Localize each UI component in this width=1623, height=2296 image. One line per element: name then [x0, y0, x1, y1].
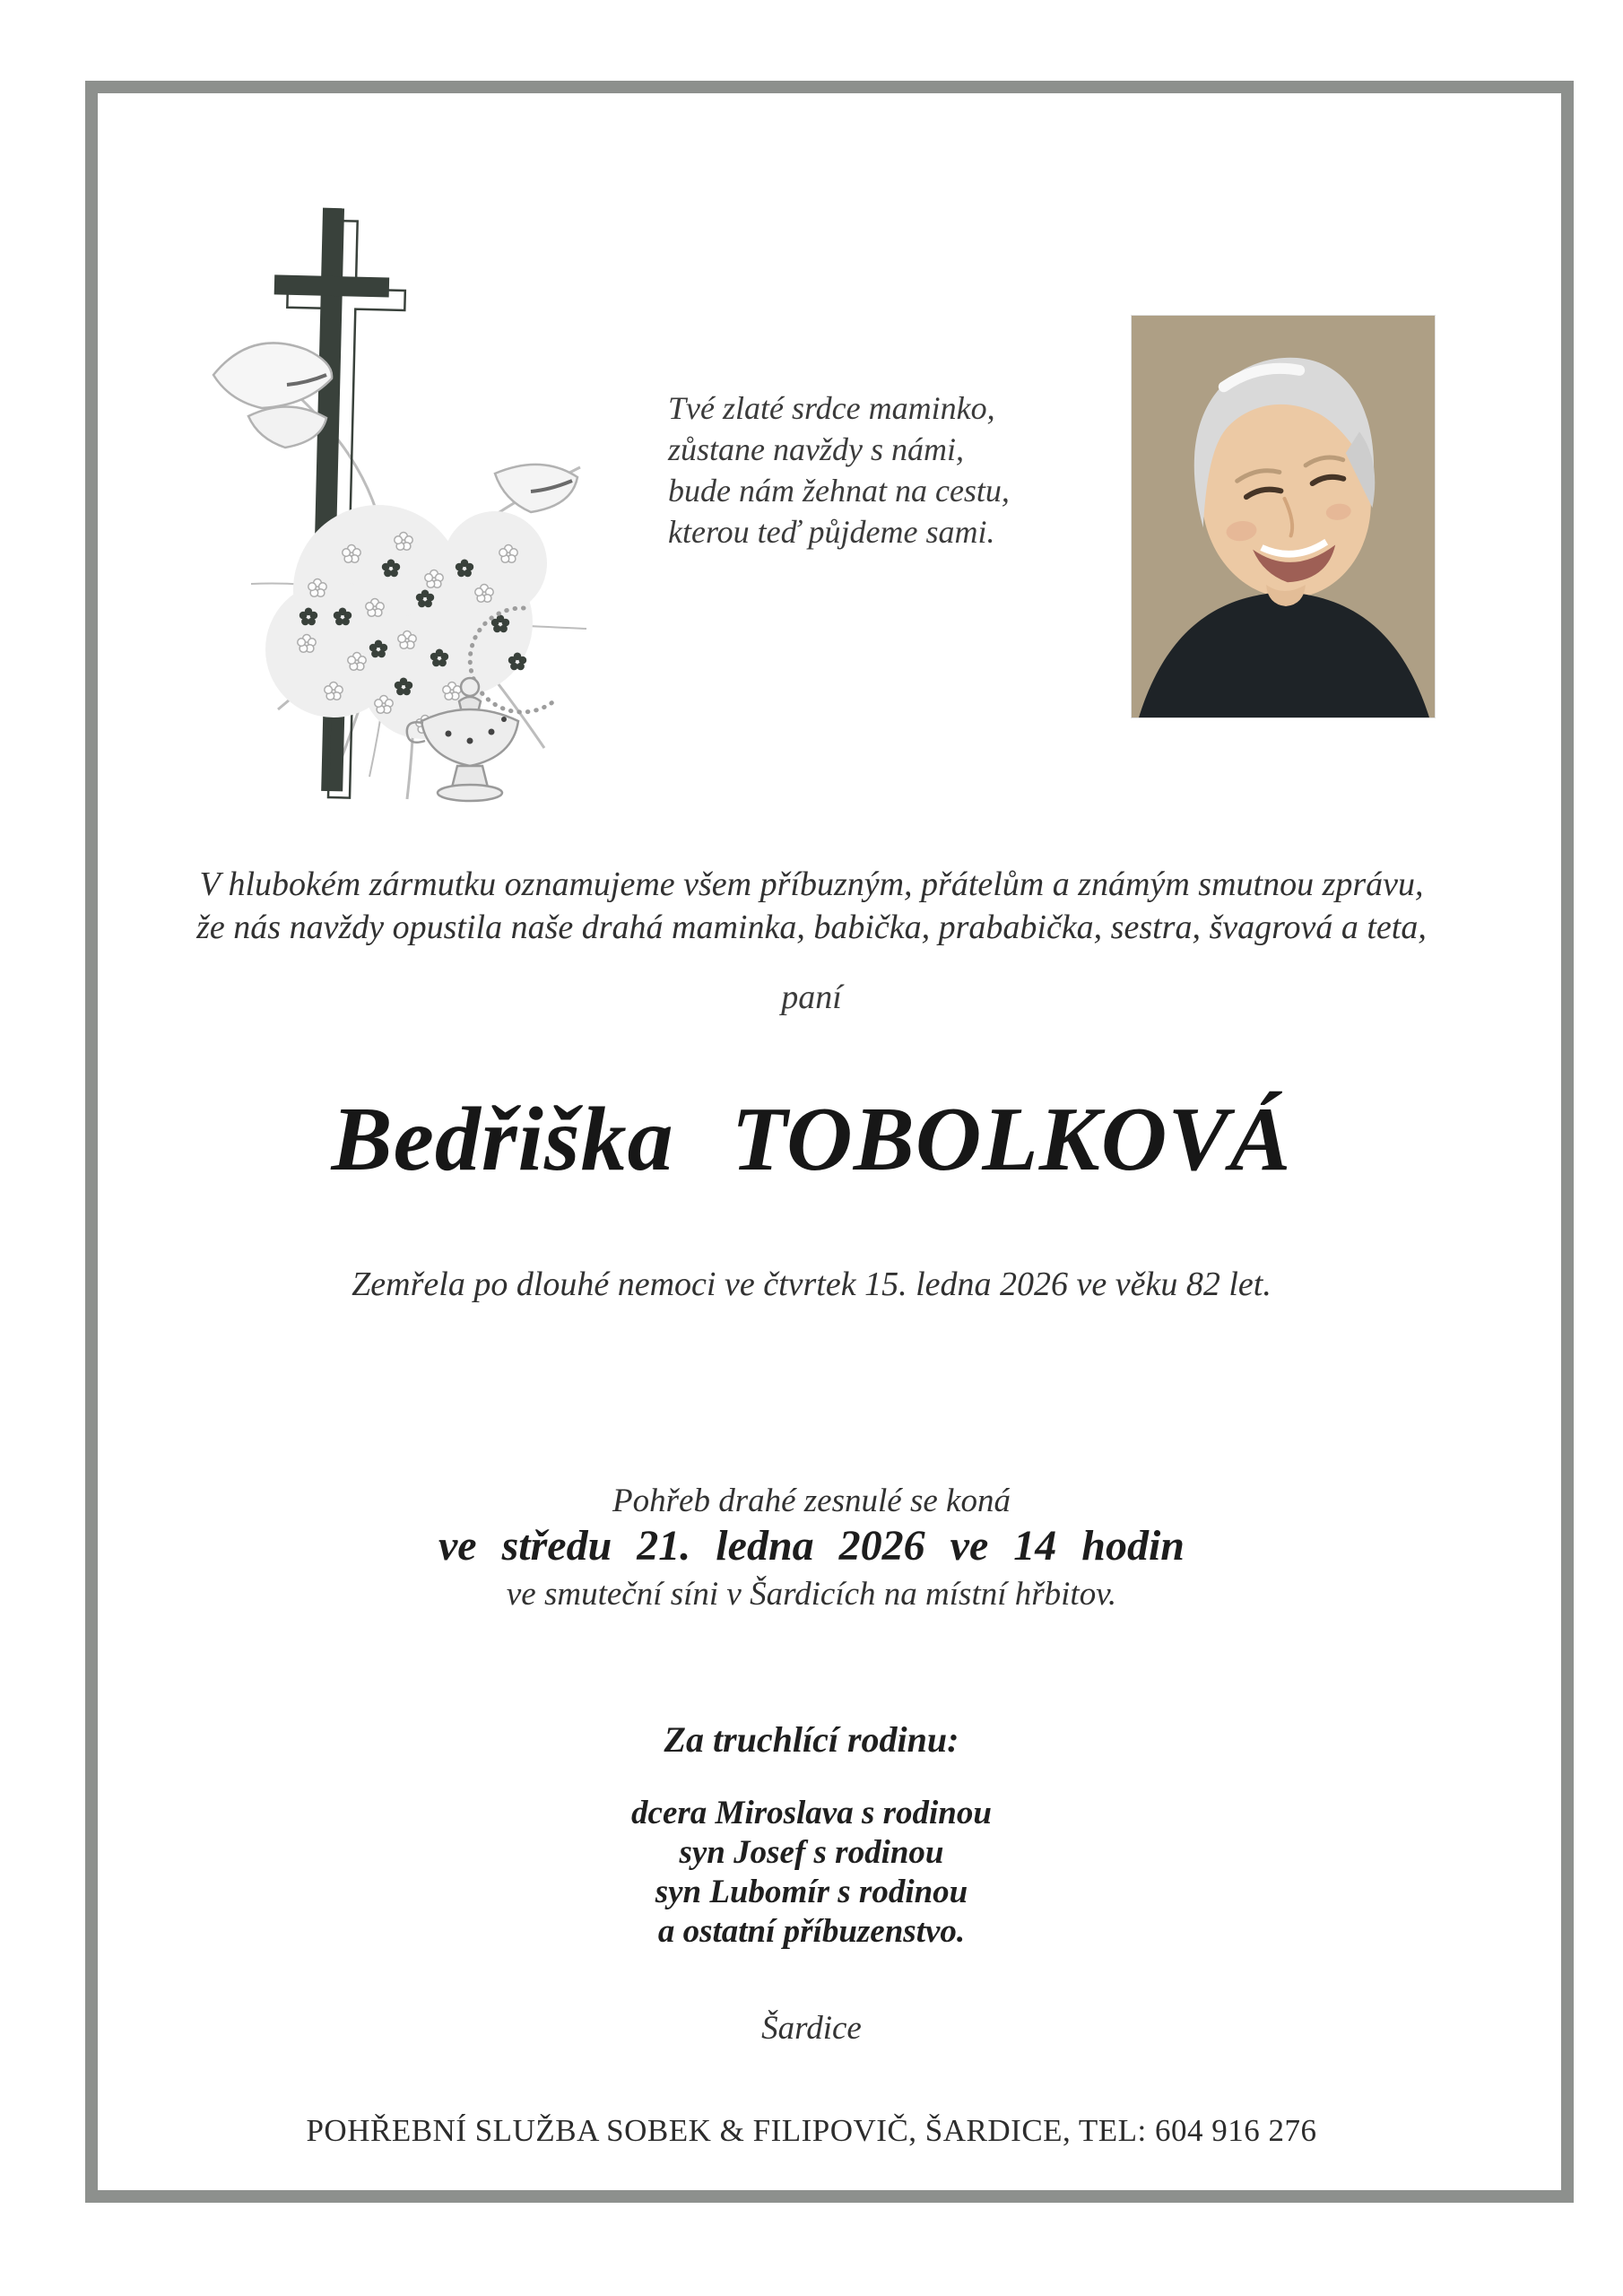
memorial-cross-icon	[199, 203, 612, 822]
family-member: syn Lubomír s rodinou	[655, 1874, 968, 1910]
deceased-last-name: TOBOLKOVÁ	[731, 1089, 1292, 1190]
announcement-text	[0, 863, 1623, 949]
honorific: paní	[781, 978, 842, 1016]
portrait-photo	[1132, 316, 1435, 718]
death-notice: Zemřela po dlouhé nemoci ve čtvrtek 15. ledna 2026 ve věku 82 let.	[352, 1265, 1271, 1303]
poem-verse	[668, 387, 1010, 552]
announcement-line: V hlubokém zármutku oznamujeme všem příbuzným, přátelům a známým smutnou zprávu,	[199, 865, 1424, 903]
family-list	[0, 1794, 1623, 1952]
poem-line: Tvé zlaté srdce maminko,	[668, 390, 995, 426]
deceased-name	[0, 1087, 1623, 1192]
family-member: dcera Miroslava s rodinou	[631, 1795, 992, 1831]
deceased-first-name: Bedřiška	[331, 1089, 674, 1190]
funeral-service-footer: POHŘEBNÍ SLUŽBA SOBEK & FILIPOVIČ, ŠARDICE, TEL: 604 916 276	[306, 2113, 1317, 2148]
place-name: Šardice	[761, 2010, 862, 2047]
poem-line: kterou teď půjdeme sami.	[668, 514, 995, 550]
funeral-line-1: Pohřeb drahé zesnulé se koná	[612, 1483, 1011, 1519]
calla-lily-flowers	[213, 343, 577, 512]
announcement-line: že nás navždy opustila naše drahá maminka, babička, prababička, sestra, švagrová a teta,	[196, 909, 1427, 946]
family-member: a ostatní příbuzenstvo.	[657, 1913, 966, 1950]
poem-line: bude nám žehnat na cestu,	[668, 473, 1010, 509]
family-member: syn Josef s rodinou	[679, 1834, 944, 1871]
poem-line: zůstane navždy s námi,	[668, 431, 964, 467]
family-heading: Za truchlící rodinu:	[664, 1719, 959, 1760]
funeral-line-3: ve smuteční síni v Šardicích na místní hřbitov.	[506, 1576, 1117, 1613]
funeral-date-line: ve středu 21. ledna 2026 ve 14 hodin	[438, 1522, 1185, 1570]
